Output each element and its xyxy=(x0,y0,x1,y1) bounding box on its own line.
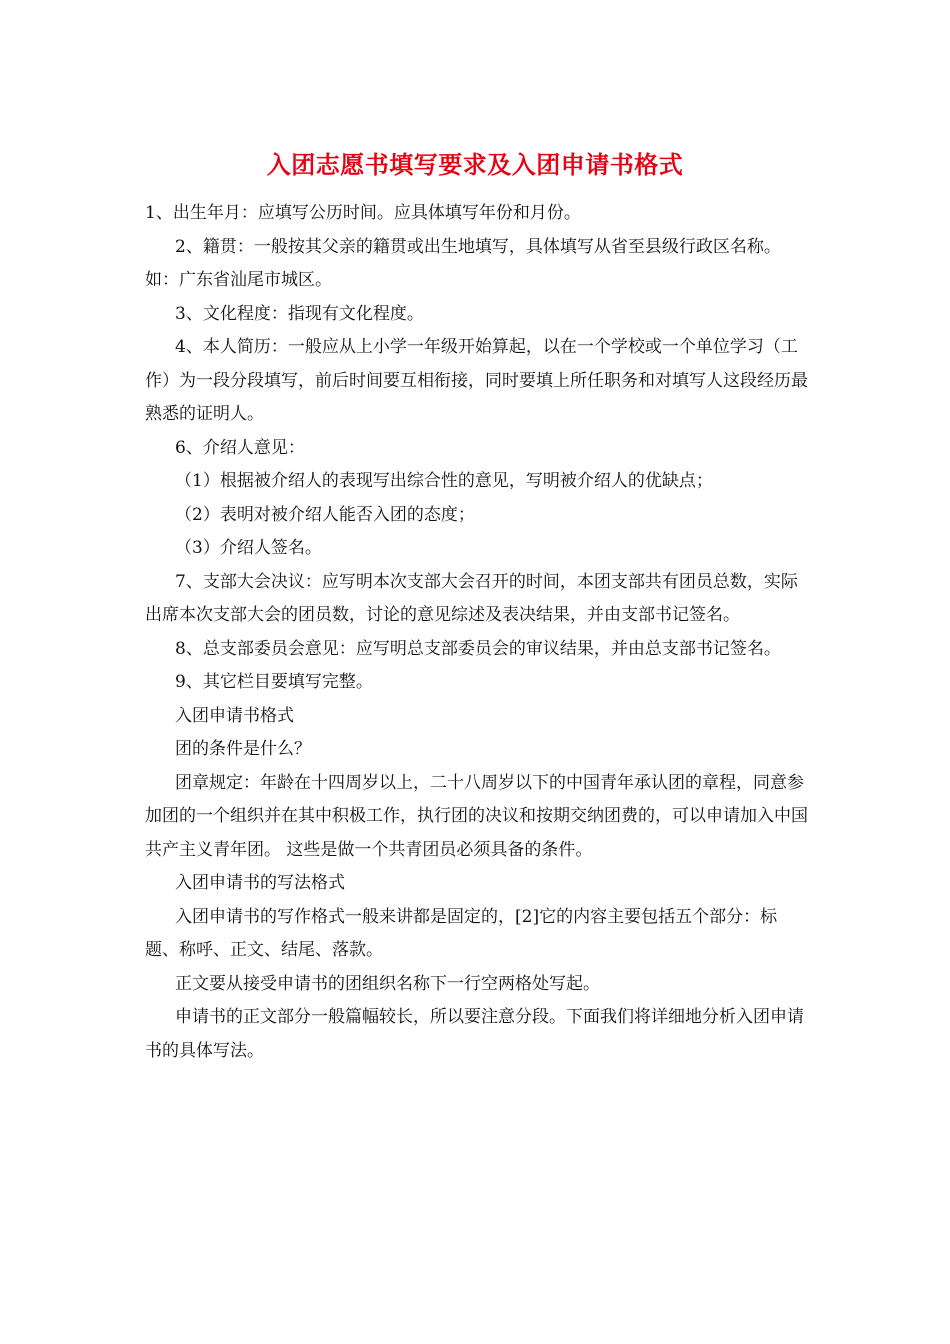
paragraph-birth-date: 1、出生年月：应填写公历时间。应具体填写年份和月份。 xyxy=(145,203,581,223)
paragraph-introducer-item-1: （1）根据被介绍人的表现写出综合性的意见，写明被介绍人的优缺点； xyxy=(175,471,713,491)
paragraph-charter-rules: 团章规定：年龄在十四周岁以上，二十八周岁以下的中国青年承认团的章程，同意参加团的一个组织并在其中积极工作，执行团的决议和按期交纳团费的，可以申请加入中国共产主义青年团。 这些是做一个共青团员必须具备的条件。 xyxy=(145,772,808,860)
paragraph-branch-resolution: 7、支部大会决议：应写明本次支部大会召开的时间，本团支部共有团员总数，实际出席本次支部大会的团员数，讨论的意见综述及表决结果，并由支部书记签名。 xyxy=(145,571,798,625)
paragraph-format-parts: 入团申请书的写作格式一般来讲都是固定的，[2]它的内容主要包括五个部分：标题、称呼、正文、结尾、落款。 xyxy=(145,906,778,960)
section-heading-writing-format: 入团申请书的写法格式 xyxy=(175,873,345,893)
paragraph-introducer-item-2: （2）表明对被介绍人能否入团的态度； xyxy=(175,504,475,525)
paragraph-introducer-opinion: 6、介绍人意见： xyxy=(175,437,305,458)
document-body xyxy=(145,197,810,1068)
section-heading-application-format: 入团申请书格式 xyxy=(175,705,294,726)
paragraph-question: 团的条件是什么？ xyxy=(175,739,311,759)
paragraph-body-start: 正文要从接受申请书的团组织名称下一行空两格处写起。 xyxy=(175,973,600,994)
paragraph-body-analysis: 申请书的正文部分一般篇幅较长，所以要注意分段。下面我们将详细地分析入团申请书的具体写法。 xyxy=(145,1007,804,1061)
paragraph-native-place: 2、籍贯：一般按其父亲的籍贯或出生地填写，具体填写从省至县级行政区名称。如：广东省汕尾市城区。 xyxy=(145,236,781,290)
paragraph-resume: 4、本人简历：一般应从上小学一年级开始算起，以在一个学校或一个单位学习（工作）为一段分段填写，前后时间要互相衔接，同时要填上所任职务和对填写人这段经历最熟悉的证明人。 xyxy=(145,337,808,424)
paragraph-general-branch-opinion: 8、总支部委员会意见：应写明总支部委员会的审议结果，并由总支部书记签名。 xyxy=(175,638,781,659)
document-title: 入团志愿书填写要求及入团申请书格式 xyxy=(266,150,684,179)
paragraph-introducer-item-3: （3）介绍人签名。 xyxy=(175,538,322,558)
paragraph-education: 3、文化程度：指现有文化程度。 xyxy=(175,303,424,324)
paragraph-other-fields: 9、其它栏目要填写完整。 xyxy=(175,672,373,692)
